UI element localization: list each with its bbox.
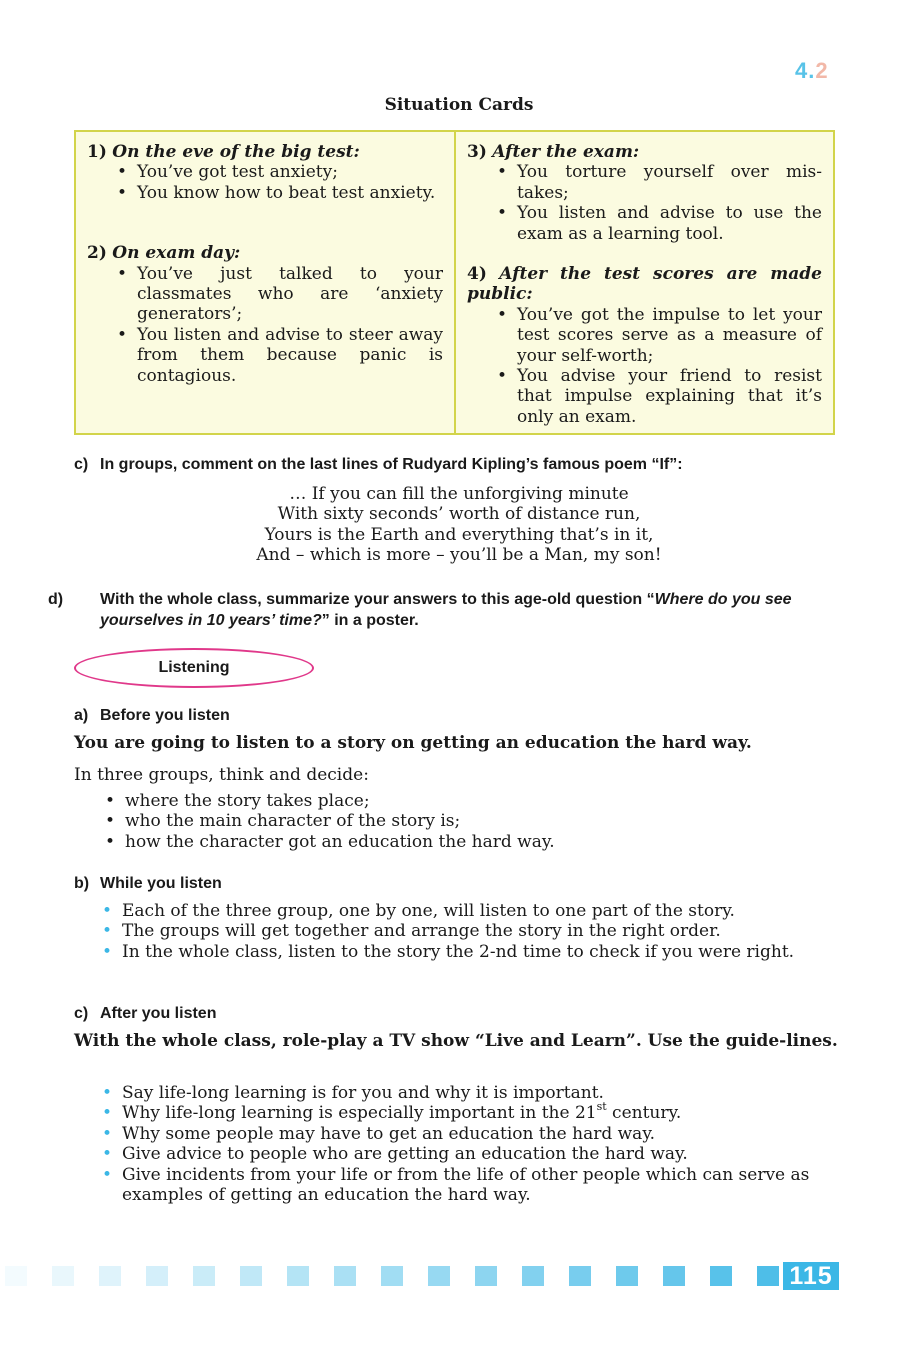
- list-item: • Each of the three group, one by one, will listen to one part of the story.: [102, 901, 842, 921]
- before-label: a): [74, 707, 89, 724]
- footer-square: [522, 1266, 544, 1286]
- after-intro: With the whole class, role-play a TV show “Live and Learn”. Use the guide-lines.: [74, 1031, 838, 1051]
- poem-line: Yours is the Earth and everything that’s in it,: [264, 524, 654, 545]
- footer-square: [569, 1266, 591, 1286]
- task-c-text: In groups, comment on the last lines of Rudyard Kipling’s famous poem “If”:: [100, 456, 683, 473]
- while-label: b): [74, 875, 90, 892]
- before-heading: [74, 705, 844, 726]
- unit-minor: 2: [815, 58, 829, 83]
- before-intro: You are going to listen to a story on getting an education the hard way.: [74, 733, 752, 753]
- after-title: After you listen: [100, 1005, 217, 1022]
- card-3-title: After the exam:: [492, 142, 640, 162]
- footer-square: [287, 1266, 309, 1286]
- unit-major: 4.: [795, 58, 816, 83]
- card-3-number: 3): [467, 142, 487, 162]
- after-heading: [74, 1003, 844, 1024]
- list-item: • Why some people may have to get an education the hard way.: [102, 1124, 842, 1144]
- cards-left-column: [76, 132, 456, 433]
- poem-excerpt: [0, 484, 918, 566]
- page-title: Situation Cards: [384, 95, 534, 115]
- list-item: [102, 1099, 842, 1124]
- listening-section-badge: [74, 648, 314, 688]
- footer-square: [663, 1266, 685, 1286]
- after-item2-end: century.: [606, 1103, 682, 1124]
- footer-square: [99, 1266, 121, 1286]
- listening-label: Listening: [158, 659, 230, 676]
- task-d: [48, 589, 844, 631]
- list-item: • where the story takes place;: [105, 791, 845, 811]
- card-1-number: 1): [87, 142, 107, 162]
- after-list: [102, 1083, 842, 1205]
- list-item: • Give advice to people who are getting an education the hard way.: [102, 1144, 842, 1164]
- task-d-text-end: ” in a poster.: [321, 612, 419, 629]
- list-item: • You’ve just talked to your classmates who are ‘anxiety generators’;: [116, 264, 443, 325]
- card-1-heading: [87, 142, 443, 162]
- list-item: • You torture yourself over mis-takes;: [496, 162, 822, 203]
- footer-square: [475, 1266, 497, 1286]
- situation-cards-table: [74, 130, 835, 435]
- footer-square: [146, 1266, 168, 1286]
- while-list: [102, 901, 842, 962]
- card-2-list: [87, 264, 443, 386]
- task-c-label: c): [74, 456, 89, 473]
- before-instruction: In three groups, think and decide:: [74, 765, 369, 785]
- footer-square: [616, 1266, 638, 1286]
- list-item: • You know how to beat test anxiety.: [116, 183, 443, 203]
- list-item: • You listen and advise to use the exam as a learning tool.: [496, 203, 822, 244]
- task-c: [74, 454, 844, 475]
- footer-square: [52, 1266, 74, 1286]
- footer-square: [710, 1266, 732, 1286]
- while-heading: [74, 873, 844, 894]
- footer-square: [381, 1266, 403, 1286]
- list-item: • who the main character of the story is;: [105, 811, 845, 831]
- list-item: • The groups will get together and arrange the story in the right order.: [102, 921, 842, 941]
- unit-marker: [795, 58, 829, 84]
- task-d-question: Where do you see yourselves in 10 years’ time?: [100, 591, 792, 629]
- list-item: • Give incidents from your life or from the life of other people which can serve as examples of getting an education the hard way.: [102, 1165, 842, 1206]
- after-item2-text: Why life-long learning is especially important in the 21: [122, 1103, 597, 1124]
- footer-square: [240, 1266, 262, 1286]
- card-1-title: On the eve of the big test:: [112, 142, 360, 162]
- footer-square: [757, 1266, 779, 1286]
- card-3-heading: [467, 142, 822, 162]
- task-d-text: With the whole class, summarize your answers to this age-old question “: [100, 591, 655, 608]
- footer-square: [193, 1266, 215, 1286]
- footer-square: [428, 1266, 450, 1286]
- list-item: • how the character got an education the hard way.: [105, 832, 845, 852]
- list-item: • In the whole class, listen to the story the 2-nd time to check if you were right.: [102, 942, 842, 962]
- while-title: While you listen: [100, 875, 222, 892]
- card-4-list: [467, 305, 822, 427]
- card-3-list: [467, 162, 822, 244]
- list-item: • You’ve got the impulse to let your test scores serve as a measure of your self-worth;: [496, 305, 822, 366]
- card-4-title: After the test scores are made public:: [467, 264, 823, 305]
- footer-square: [334, 1266, 356, 1286]
- before-list: [105, 791, 845, 852]
- cards-right-column: [456, 132, 833, 433]
- list-item: • Say life-long learning is for you and why it is important.: [102, 1083, 842, 1103]
- after-item2-sup: st: [596, 1099, 607, 1113]
- list-item: • You advise your friend to resist that impulse explaining that it’s only an exam.: [496, 366, 822, 427]
- card-2-title: On exam day:: [112, 243, 241, 264]
- after-label: c): [74, 1005, 89, 1022]
- task-d-label: d): [48, 591, 64, 608]
- before-title: Before you listen: [100, 707, 230, 724]
- card-4-number: 4): [467, 264, 487, 285]
- poem-line: And – which is more – you’ll be a Man, my son!: [256, 545, 662, 566]
- list-item: • You listen and advise to steer away from them because panic is contagious.: [116, 325, 443, 386]
- footer-square: [5, 1266, 27, 1286]
- poem-line: With sixty seconds’ worth of distance run,: [277, 504, 641, 525]
- card-2-number: 2): [87, 243, 107, 264]
- card-2-heading: [87, 243, 443, 263]
- card-4-heading: [467, 264, 822, 305]
- card-1-list: [87, 162, 443, 203]
- page-number: 115: [783, 1262, 839, 1290]
- poem-line: … If you can fill the unforgiving minute: [289, 484, 629, 504]
- list-item: • You’ve got test anxiety;: [116, 162, 443, 182]
- footer-decoration: [0, 1263, 918, 1289]
